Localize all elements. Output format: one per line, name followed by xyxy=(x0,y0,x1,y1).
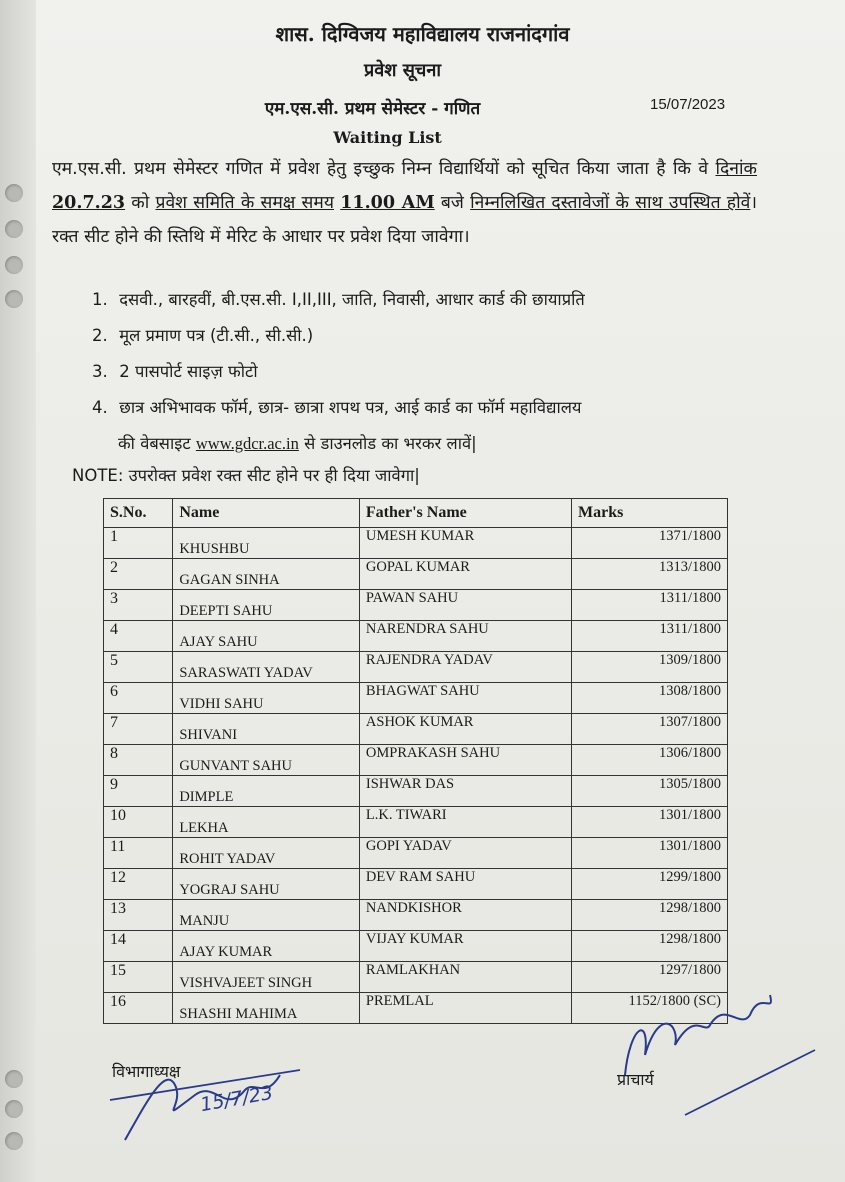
cell-sno: 14 xyxy=(104,931,173,962)
cell-sno: 1 xyxy=(104,528,173,559)
table-row xyxy=(104,528,728,559)
cell-name: SHIVANI xyxy=(173,714,360,745)
cell-marks: 1301/1800 xyxy=(571,838,727,869)
cell-father: ASHOK KUMAR xyxy=(359,714,571,745)
cell-sno: 7 xyxy=(104,714,173,745)
cell-sno: 6 xyxy=(104,683,173,714)
binder-hole xyxy=(5,184,23,202)
cell-sno: 2 xyxy=(104,559,173,590)
cell-sno: 10 xyxy=(104,807,173,838)
cell-father: UMESH KUMAR xyxy=(359,528,571,559)
cell-name: MANJU xyxy=(173,900,360,931)
note-text: NOTE: उपरोक्त प्रवेश रक्त सीट होने पर ही दिया जावेगा| xyxy=(72,466,420,485)
cell-father: PREMLAL xyxy=(359,993,571,1024)
college-name: शास. दिग्विजय महाविद्यालय राजनांदगांव xyxy=(275,22,570,46)
cell-marks: 1305/1800 xyxy=(571,776,727,807)
table-row xyxy=(104,559,728,590)
table-row xyxy=(104,838,728,869)
course-title: एम.एस.सी. प्रथम सेमेस्टर - गणित xyxy=(264,99,481,119)
cell-sno: 5 xyxy=(104,652,173,683)
header-name: Name xyxy=(173,499,360,528)
cell-sno: 8 xyxy=(104,745,173,776)
hod-label: विभागाध्यक्ष xyxy=(112,1062,181,1081)
cell-marks: 1152/1800 (SC) xyxy=(571,993,727,1024)
cell-marks: 1306/1800 xyxy=(571,745,727,776)
cell-name: SHASHI MAHIMA xyxy=(173,993,360,1024)
notice-title: प्रवेश सूचना xyxy=(363,60,441,81)
website-link[interactable]: www.gdcr.ac.in xyxy=(195,434,299,453)
cell-name: VISHVAJEET SINGH xyxy=(173,962,360,993)
cell-name: VIDHI SAHU xyxy=(173,683,360,714)
cell-father: OMPRAKASH SAHU xyxy=(359,745,571,776)
cell-father: PAWAN SAHU xyxy=(359,590,571,621)
cell-name: ROHIT YADAV xyxy=(173,838,360,869)
list-type: Waiting List xyxy=(333,128,442,147)
cell-father: ISHWAR DAS xyxy=(359,776,571,807)
cell-marks: 1307/1800 xyxy=(571,714,727,745)
cell-sno: 11 xyxy=(104,838,173,869)
table-row xyxy=(104,869,728,900)
table-row xyxy=(104,683,728,714)
cell-marks: 1298/1800 xyxy=(571,900,727,931)
list-item: 4. छात्र अभिभावक फॉर्म, छात्र- छात्रा शपथ पत्र, आई कार्ड का फॉर्म महाविद्यालय xyxy=(92,398,582,417)
cell-father: NANDKISHOR xyxy=(359,900,571,931)
cell-marks: 1313/1800 xyxy=(571,559,727,590)
notice-date: 15/07/2023 xyxy=(650,96,726,113)
table-row xyxy=(104,900,728,931)
table-header-row xyxy=(104,499,728,528)
table-row xyxy=(104,807,728,838)
binder-hole xyxy=(5,1070,23,1088)
cell-marks: 1297/1800 xyxy=(571,962,727,993)
cell-name: DIMPLE xyxy=(173,776,360,807)
list-item: 2. मूल प्रमाण पत्र (टी.सी., सी.सी.) xyxy=(92,326,314,345)
principal-label: प्राचार्य xyxy=(617,1070,654,1089)
table-row xyxy=(104,931,728,962)
cell-sno: 12 xyxy=(104,869,173,900)
cell-father: NARENDRA SAHU xyxy=(359,621,571,652)
waiting-list-table xyxy=(103,498,728,1024)
cell-father: GOPI YADAV xyxy=(359,838,571,869)
cell-marks: 1311/1800 xyxy=(571,621,727,652)
table-row xyxy=(104,590,728,621)
principal-signature xyxy=(600,985,830,1120)
cell-name: DEEPTI SAHU xyxy=(173,590,360,621)
binder-hole xyxy=(5,1132,23,1150)
cell-name: GAGAN SINHA xyxy=(173,559,360,590)
cell-marks: 1311/1800 xyxy=(571,590,727,621)
cell-sno: 9 xyxy=(104,776,173,807)
cell-sno: 15 xyxy=(104,962,173,993)
cell-sno: 16 xyxy=(104,993,173,1024)
cell-marks: 1308/1800 xyxy=(571,683,727,714)
cell-father: DEV RAM SAHU xyxy=(359,869,571,900)
cell-father: VIJAY KUMAR xyxy=(359,931,571,962)
list-item-continued: की वेबसाइट www.gdcr.ac.in से डाउनलोड का भरकर लावें| xyxy=(118,434,477,453)
table-row xyxy=(104,652,728,683)
binder-hole xyxy=(5,290,23,308)
cell-father: GOPAL KUMAR xyxy=(359,559,571,590)
cell-marks: 1309/1800 xyxy=(571,652,727,683)
cell-name: YOGRAJ SAHU xyxy=(173,869,360,900)
cell-name: GUNVANT SAHU xyxy=(173,745,360,776)
cell-name: KHUSHBU xyxy=(173,528,360,559)
requirements-list xyxy=(92,286,762,466)
cell-marks: 1299/1800 xyxy=(571,869,727,900)
cell-father: BHAGWAT SAHU xyxy=(359,683,571,714)
table-row xyxy=(104,714,728,745)
table-row xyxy=(104,745,728,776)
binder-hole xyxy=(5,220,23,238)
header-marks: Marks xyxy=(571,499,727,528)
cell-name: SARASWATI YADAV xyxy=(173,652,360,683)
cell-marks: 1298/1800 xyxy=(571,931,727,962)
cell-father: RAJENDRA YADAV xyxy=(359,652,571,683)
header-father: Father's Name xyxy=(359,499,571,528)
intro-paragraph: एम.एस.सी. प्रथम सेमेस्टर गणित में प्रवेश हेतु इच्छुक निम्न विद्यार्थियों को सूचित किया जाता है कि वे दिनांक 20.7.23 को प्रवेश समिति के समक्ष समय 11.00 AM बजे निम्नलिखित दस्तावेजों के साथ उपस्थित होवें। रक्त सीट होने की स्तिथि में मेरिट के आधार पर प्रवेश दिया जावेगा। xyxy=(52,159,757,247)
table-row xyxy=(104,621,728,652)
binder-hole xyxy=(5,1100,23,1118)
cell-father: L.K. TIWARI xyxy=(359,807,571,838)
cell-name: AJAY KUMAR xyxy=(173,931,360,962)
cell-father: RAMLAKHAN xyxy=(359,962,571,993)
cell-name: LEKHA xyxy=(173,807,360,838)
hod-sign-date: 15/7/23 xyxy=(198,1081,275,1117)
cell-sno: 13 xyxy=(104,900,173,931)
header-sno: S.No. xyxy=(104,499,173,528)
table-row xyxy=(104,776,728,807)
binder-hole xyxy=(5,256,23,274)
cell-marks: 1301/1800 xyxy=(571,807,727,838)
cell-sno: 3 xyxy=(104,590,173,621)
cell-sno: 4 xyxy=(104,621,173,652)
cell-marks: 1371/1800 xyxy=(571,528,727,559)
list-item: 3. 2 पासपोर्ट साइज़ फोटो xyxy=(92,362,258,381)
paper-edge xyxy=(0,0,36,1182)
cell-name: AJAY SAHU xyxy=(173,621,360,652)
list-item: 1. दसवी., बारहवीं, बी.एस.सी. I,II,III, जाति, निवासी, आधार कार्ड की छायाप्रति xyxy=(92,290,585,309)
